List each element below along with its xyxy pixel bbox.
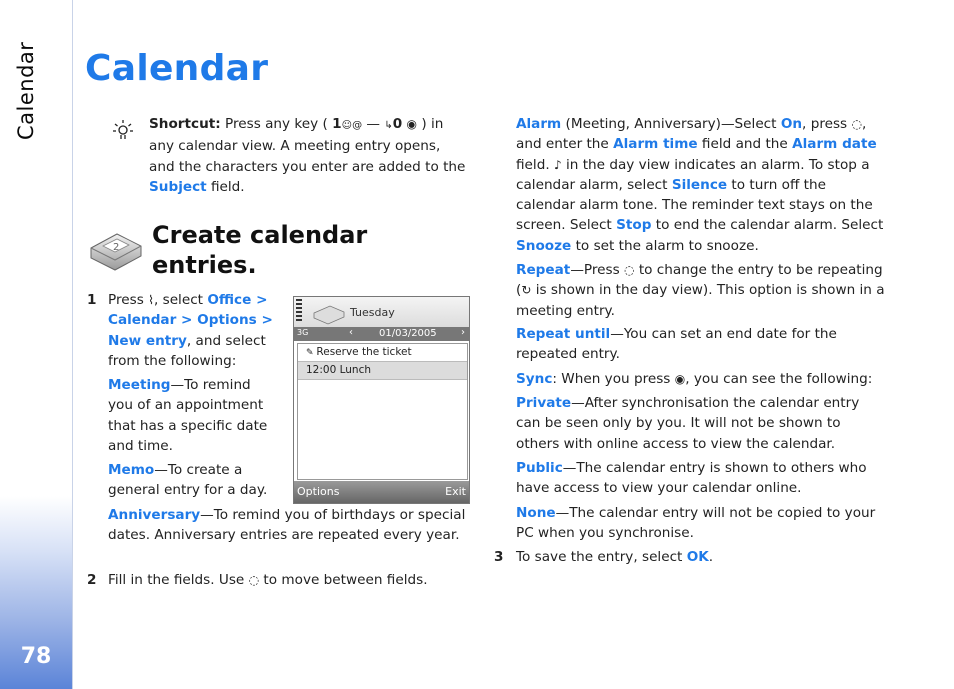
sidebar <box>0 0 73 689</box>
repeat-text-2: to change the entry to be repeating ( <box>516 262 883 299</box>
ok-option: OK <box>686 549 709 565</box>
alarm-bell-icon: ♪ <box>553 157 562 172</box>
phone-entry-text: Reserve the ticket <box>316 346 412 358</box>
phone-day-label: Tuesday <box>350 306 395 319</box>
options-softkey: Options <box>297 485 340 498</box>
alarm-text-7: to turn off the calendar alarm tone. The reminder text stays on the screen. Select <box>516 176 873 234</box>
subject-field-link: Subject <box>149 178 207 195</box>
repeat-until-item <box>516 324 886 365</box>
step-1-press: Press <box>108 292 144 308</box>
repeat-term: Repeat <box>516 262 571 278</box>
key-0-icon: ↳ <box>384 120 393 131</box>
phone-date: 01/03/2005 <box>379 328 437 339</box>
tip-lightbulb-icon <box>112 118 134 140</box>
step-1-text <box>108 290 283 371</box>
shortcut-paragraph <box>149 114 469 197</box>
repeat-until-desc: —You can set an end date for the repeated entry. <box>516 326 837 363</box>
exit-softkey: Exit <box>445 485 466 498</box>
scroll-key-icon: ◌ <box>624 263 635 277</box>
memo-item <box>108 460 278 501</box>
shortcut-text: Press any key ( <box>220 116 328 132</box>
shortcut-text-2: ) in any calendar view. A meeting entry opens, and the characters you enter are added to the <box>149 116 466 175</box>
office-menu-link: Office > <box>207 292 268 308</box>
next-arrow-icon: › <box>461 327 465 338</box>
section-heading-line2: entries. <box>152 251 257 279</box>
anniversary-item <box>108 505 468 546</box>
repeat-item <box>516 260 886 321</box>
snooze-option: Snooze <box>516 237 572 254</box>
alarm-text-2: , press <box>802 116 848 132</box>
select-key-icon: ◉ <box>674 372 686 386</box>
step-2-text <box>108 570 468 590</box>
phone-date-bar <box>294 327 469 341</box>
key-symbols-icon: ☺@ <box>341 120 363 131</box>
phone-softkeys <box>294 481 469 503</box>
network-indicator: 3G <box>297 328 309 337</box>
sync-term: Sync <box>516 371 553 387</box>
alarm-text-9: to set the alarm to snooze. <box>571 237 759 254</box>
step-1-number: 1 <box>87 292 97 308</box>
alarm-text-5: field. <box>516 156 550 173</box>
alarm-term: Alarm <box>516 116 562 132</box>
alarm-text-3: , and enter the <box>516 116 867 153</box>
menu-key-icon: ⌇ <box>148 293 154 307</box>
memo-desc: —To create a general entry for a day. <box>108 462 268 499</box>
public-term: Public <box>516 460 563 476</box>
anniversary-term: Anniversary <box>108 507 201 523</box>
signal-bars-icon <box>296 299 302 323</box>
none-desc: —The calendar entry will not be copied to your PC when you synchronise. <box>516 505 876 542</box>
stop-option: Stop <box>616 217 652 234</box>
phone-title-bar <box>294 297 469 327</box>
alarm-text-1: (Meeting, Anniversary)—Select <box>561 116 781 132</box>
silence-option: Silence <box>671 176 728 193</box>
step-3-text-2: . <box>708 549 714 565</box>
repeat-until-term: Repeat until <box>516 326 611 342</box>
prev-arrow-icon: ‹ <box>349 327 353 338</box>
anniversary-desc: —To remind you of birthdays or special dates. Anniversary entries are repeated every year. <box>108 507 466 544</box>
alarm-item <box>516 114 886 256</box>
step-3-text <box>516 547 886 567</box>
calendar-options-link: Calendar > Options > <box>108 312 273 329</box>
public-desc: —The calendar entry is shown to others who have access to view your calendar online. <box>516 460 867 497</box>
step-2-text-2: to move between fields. <box>263 572 428 588</box>
scroll-down-icon: ◌ <box>851 117 862 131</box>
phone-screenshot <box>293 296 470 504</box>
section-heading <box>152 220 367 280</box>
alarm-text-4: field and the <box>697 136 793 153</box>
memo-pen-icon: ✎ <box>306 348 317 358</box>
svg-text:2: 2 <box>113 242 120 253</box>
new-entry-link: New entry <box>108 332 187 349</box>
alarm-date-field: Alarm date <box>792 136 877 153</box>
meeting-term: Meeting <box>108 377 171 393</box>
private-term: Private <box>516 395 572 411</box>
repeat-text-3: is shown in the day view). This option is shown in a meeting entry. <box>516 282 885 319</box>
scroll-key-icon: ◌ <box>248 573 260 587</box>
alarm-text-6: in the day view indicates an alarm. To stop a calendar alarm, select <box>516 156 870 193</box>
alarm-on-option: On <box>780 116 803 132</box>
calendar-icon <box>87 226 143 272</box>
sync-text-2: , you can see the following: <box>685 371 873 387</box>
step-3-number: 3 <box>494 549 504 565</box>
sidebar-title: Calendar <box>14 41 38 140</box>
step-3-text-1: To save the entry, select <box>516 549 687 565</box>
phone-entry-row <box>298 362 467 380</box>
private-item <box>516 393 886 454</box>
phone-calendar-icon <box>312 303 346 325</box>
none-term: None <box>516 505 556 521</box>
public-item <box>516 458 886 499</box>
shortcut-label: Shortcut: <box>149 116 221 132</box>
page-title: Calendar <box>85 48 269 89</box>
phone-entry-list <box>297 343 468 480</box>
sync-item <box>516 369 886 389</box>
phone-entry-row <box>298 344 467 362</box>
none-item <box>516 503 886 544</box>
step-2-number: 2 <box>87 572 97 588</box>
power-key-icon: ◉ <box>406 117 417 131</box>
shortcut-text-3: field. <box>206 178 245 195</box>
shortcut-dash: — <box>366 116 380 132</box>
repeat-text-1: —Press <box>570 262 620 278</box>
key-1-icon: 1 <box>332 116 342 132</box>
meeting-item <box>108 375 278 456</box>
phone-entry-text: 12:00 Lunch <box>306 364 371 376</box>
step-2-text-1: Fill in the fields. Use <box>108 572 245 588</box>
step-1-tail: , and select from the following: <box>108 332 266 369</box>
private-desc: —After synchronisation the calendar entry can be seen only by you. It will not be shown to others with online access to view the calendar. <box>516 395 860 452</box>
alarm-time-field: Alarm time <box>613 136 698 153</box>
memo-term: Memo <box>108 462 155 478</box>
sync-text-1: : When you press <box>552 371 671 387</box>
meeting-desc: —To remind you of an appointment that has a specific date and time. <box>108 377 268 454</box>
step-1-select: , select <box>153 292 204 308</box>
repeat-icon: ↻ <box>521 283 532 298</box>
alarm-text-8: to end the calendar alarm. Select <box>651 217 884 234</box>
key-0-label: 0 <box>392 116 403 132</box>
page-number: 78 <box>20 644 52 669</box>
section-heading-line1: Create calendar <box>152 221 368 249</box>
